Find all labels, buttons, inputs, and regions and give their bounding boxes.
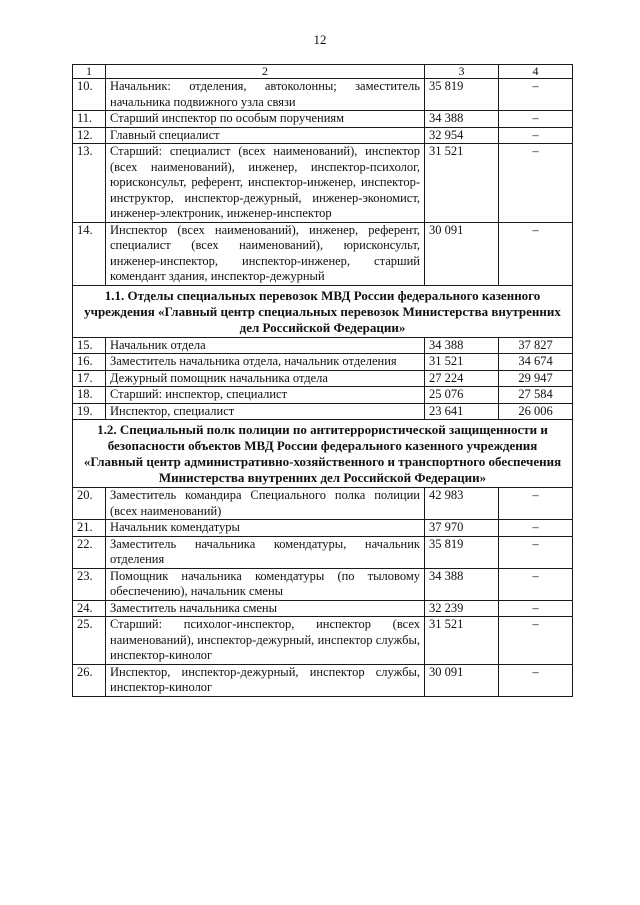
row-number: 25. xyxy=(73,617,106,665)
table-row xyxy=(73,488,573,520)
salary-value-alt: 27 584 xyxy=(499,387,573,404)
position-description: Начальник: отделения, автоколонны; заместитель начальника подвижного узла связи xyxy=(106,79,425,111)
position-description: Старший инспектор по особым поручениям xyxy=(106,111,425,128)
row-number: 12. xyxy=(73,127,106,144)
row-number: 11. xyxy=(73,111,106,128)
row-number: 26. xyxy=(73,664,106,696)
row-number: 24. xyxy=(73,600,106,617)
row-number: 18. xyxy=(73,387,106,404)
salary-value: 25 076 xyxy=(425,387,499,404)
salary-value: 27 224 xyxy=(425,370,499,387)
table-row xyxy=(73,664,573,696)
column-header-salary: 3 xyxy=(425,65,499,79)
position-description: Заместитель начальника смены xyxy=(106,600,425,617)
position-description: Заместитель начальника отдела, начальник отделения xyxy=(106,354,425,371)
salary-value-alt: – xyxy=(499,536,573,568)
table-row xyxy=(73,337,573,354)
salary-value: 42 983 xyxy=(425,488,499,520)
column-header-salary-alt: 4 xyxy=(499,65,573,79)
table-row xyxy=(73,354,573,371)
position-description: Старший: инспектор, специалист xyxy=(106,387,425,404)
row-number: 17. xyxy=(73,370,106,387)
row-number: 15. xyxy=(73,337,106,354)
salary-value: 35 819 xyxy=(425,536,499,568)
position-description: Главный специалист xyxy=(106,127,425,144)
salary-value: 30 091 xyxy=(425,664,499,696)
salary-value: 35 819 xyxy=(425,79,499,111)
row-number: 21. xyxy=(73,520,106,537)
table-row xyxy=(73,222,573,285)
salary-value-alt: 37 827 xyxy=(499,337,573,354)
salary-value-alt: – xyxy=(499,568,573,600)
position-description: Помощник начальника комендатуры (по тыловому обеспечению), начальник смены xyxy=(106,568,425,600)
position-description: Заместитель начальника комендатуры, начальник отделения xyxy=(106,536,425,568)
row-number: 22. xyxy=(73,536,106,568)
table-row xyxy=(73,127,573,144)
salary-value-alt: – xyxy=(499,600,573,617)
salary-value: 31 521 xyxy=(425,354,499,371)
salary-value: 34 388 xyxy=(425,337,499,354)
table-row xyxy=(73,111,573,128)
row-number: 19. xyxy=(73,403,106,420)
table-row xyxy=(73,568,573,600)
position-description: Инспектор, специалист xyxy=(106,403,425,420)
salary-value-alt: – xyxy=(499,664,573,696)
salary-value-alt: – xyxy=(499,144,573,223)
salary-value: 34 388 xyxy=(425,568,499,600)
salary-value-alt: – xyxy=(499,222,573,285)
table-row xyxy=(73,370,573,387)
position-description: Дежурный помощник начальника отдела xyxy=(106,370,425,387)
table-row xyxy=(73,403,573,420)
position-description: Начальник комендатуры xyxy=(106,520,425,537)
position-description: Инспектор (всех наименований), инженер, референт, специалист (всех наименований), юрисконсульт, инженер-инспектор, инспектор-инженер, старший комендант здания, инспектор-дежурный xyxy=(106,222,425,285)
position-description: Старший: специалист (всех наименований), инспектор (всех наименований), инженер, инспектор-психолог, юрисконсульт, референт, инспектор-инженер, инспектор-инструктор, инспектор-дежурный, инженер-экономист, инженер-электроник, инженер-инспектор xyxy=(106,144,425,223)
salary-value: 23 641 xyxy=(425,403,499,420)
position-description: Инспектор, инспектор-дежурный, инспектор службы, инспектор-кинолог xyxy=(106,664,425,696)
section-heading-row xyxy=(73,285,573,337)
row-number: 14. xyxy=(73,222,106,285)
position-description: Начальник отдела xyxy=(106,337,425,354)
salary-value: 31 521 xyxy=(425,617,499,665)
salary-value: 32 954 xyxy=(425,127,499,144)
salary-table xyxy=(72,64,573,697)
table-header-row xyxy=(73,65,573,79)
section-title: 1.2. Специальный полк полиции по антитеррористической защищенности и безопасности объектов МВД России федерального казенного учреждения «Главный центр административно-хозяйственного и транспортного обеспечения Министерства внутренних дел Российской Федерации» xyxy=(73,420,573,488)
table-row xyxy=(73,520,573,537)
row-number: 20. xyxy=(73,488,106,520)
row-number: 13. xyxy=(73,144,106,223)
table-row xyxy=(73,600,573,617)
section-title: 1.1. Отделы специальных перевозок МВД России федерального казенного учреждения «Главный центр специальных перевозок Министерства внутренних дел Российской Федерации» xyxy=(73,285,573,337)
salary-value-alt: – xyxy=(499,520,573,537)
salary-value-alt: 34 674 xyxy=(499,354,573,371)
salary-value-alt: 29 947 xyxy=(499,370,573,387)
row-number: 16. xyxy=(73,354,106,371)
position-description: Заместитель командира Специального полка полиции (всех наименований) xyxy=(106,488,425,520)
salary-value-alt: – xyxy=(499,617,573,665)
salary-value: 30 091 xyxy=(425,222,499,285)
section-heading-row xyxy=(73,420,573,488)
column-header-number: 1 xyxy=(73,65,106,79)
salary-value-alt: – xyxy=(499,488,573,520)
table-row xyxy=(73,536,573,568)
salary-value-alt: 26 006 xyxy=(499,403,573,420)
row-number: 23. xyxy=(73,568,106,600)
salary-value-alt: – xyxy=(499,111,573,128)
salary-value: 34 388 xyxy=(425,111,499,128)
page-number: 12 xyxy=(313,32,327,47)
salary-table-body xyxy=(73,65,573,697)
table-row xyxy=(73,79,573,111)
column-header-position: 2 xyxy=(106,65,425,79)
table-row xyxy=(73,387,573,404)
table-row xyxy=(73,144,573,223)
salary-value: 32 239 xyxy=(425,600,499,617)
row-number: 10. xyxy=(73,79,106,111)
salary-value-alt: – xyxy=(499,127,573,144)
position-description: Старший: психолог-инспектор, инспектор (всех наименований), инспектор-дежурный, инспектор службы, инспектор-кинолог xyxy=(106,617,425,665)
table-row xyxy=(73,617,573,665)
salary-value-alt: – xyxy=(499,79,573,111)
salary-value: 31 521 xyxy=(425,144,499,223)
salary-value: 37 970 xyxy=(425,520,499,537)
